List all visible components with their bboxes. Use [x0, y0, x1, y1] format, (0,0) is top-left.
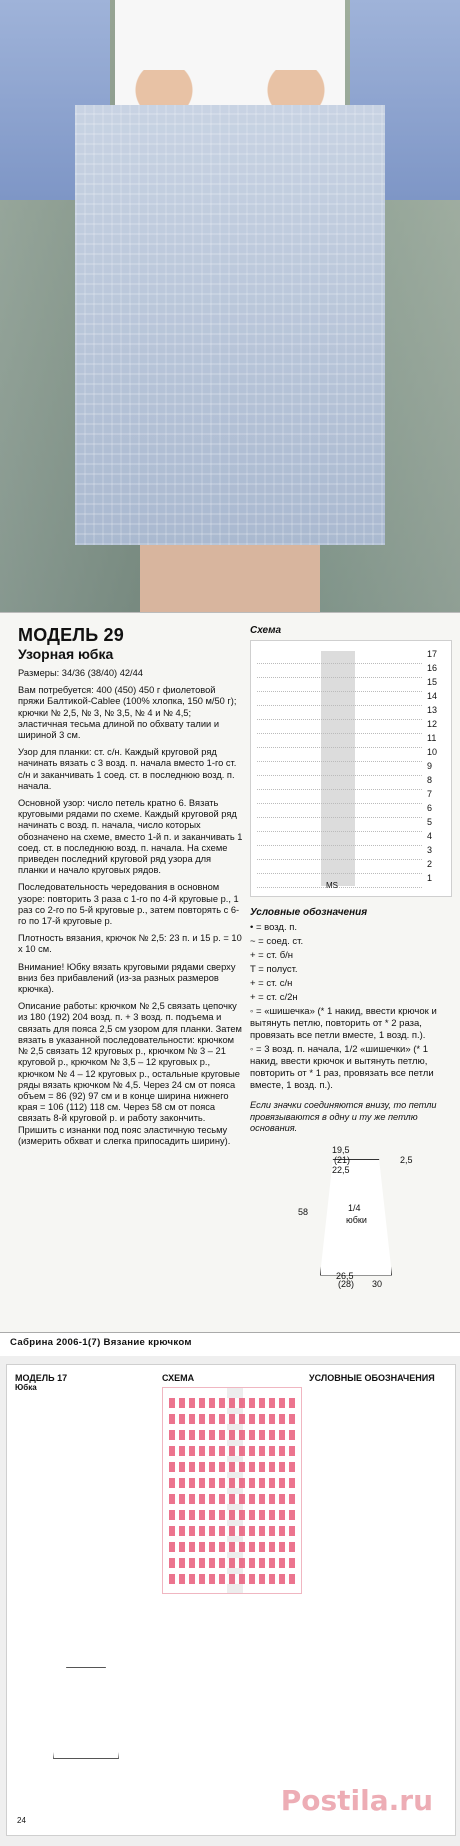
quarter-label-2: юбки — [346, 1214, 367, 1225]
schema-row — [257, 791, 422, 804]
schema-row — [257, 805, 422, 818]
row-number: 5 — [427, 817, 433, 827]
schema-row — [257, 819, 422, 832]
pink-row — [169, 1478, 295, 1488]
instruction-line-8: Описание работы: крючком № 2,5 связать цепочку из 180 (192) 204 возд. п. + 3 возд. п. подъема и связать для пояса 2,5 см узором для планки. Затем вязать в указанной последовательности: крючком № 2,5 связать 12 круговых р., крючком № 3 – 21 круговой р., крючком № 3,5 – 12 круговых р., крючком № 4 – 12 круговых р., остальные круговые ряды вязать крючком № 4,5. Через 24 см от пояса объем = 86 (92) 97 см и в конце ширина нижнего края = 106 (112) 118 см. Через 58 см от пояса связать 8-й круговой р. и работу закончить. Пришить с изнанки под пояс эластичную тесьму (измерить обхват и слегка припосадить ширину). — [18, 1001, 242, 1146]
legend-item: ◦ = «шишечка» (* 1 накид, ввести крючок и вытянуть петлю, повторить от * 2 раза, провязать все петли вместе, 1 возд. п.). — [250, 1006, 437, 1041]
schema-row — [257, 763, 422, 776]
pink-row — [169, 1510, 295, 1520]
second-skirt-sketch — [25, 1647, 145, 1787]
second-page-scan — [6, 1364, 456, 1836]
schema-row — [257, 833, 422, 846]
pink-row — [169, 1462, 295, 1472]
pink-row — [169, 1574, 295, 1584]
schema-column — [250, 625, 450, 1289]
measure-length: 58 — [298, 1206, 309, 1217]
row-number: 10 — [427, 747, 438, 757]
measure-bottom2: (28) — [338, 1278, 355, 1289]
instruction-line-6: Плотность вязания, крючок № 2,5: 23 п. и 15 р. = 10 х 10 см. — [18, 933, 242, 955]
crochet-schema — [250, 640, 452, 897]
instruction-line-4: Основной узор: число петель кратно 6. Вязать круговыми рядами по схеме. Каждый круговой ряд начинать с возд. п. начала, число которых обозначено на схеме, вместо 1-й п. и заканчивать 1 соед. ст. в последнюю возд. п. начала. На схеме приведен последний круговой ряд узора для планки и начало круговых рядов. — [18, 798, 243, 876]
crochet-skirt — [75, 105, 385, 545]
legend-item: + = ст. б/н — [250, 950, 294, 961]
watermark: Postila.ru — [280, 1784, 433, 1817]
second-schema-chart — [162, 1387, 302, 1594]
second-page-col-1 — [15, 1373, 155, 1827]
ms-label: MS — [326, 881, 338, 890]
pink-row — [169, 1430, 295, 1440]
second-model-subtitle: Юбка — [15, 1383, 37, 1392]
pink-row — [169, 1398, 295, 1408]
second-skirt-shape — [53, 1667, 119, 1759]
model-title: МОДЕЛЬ 29 — [18, 625, 124, 645]
row-number: 14 — [427, 691, 438, 701]
instruction-line-2: Вам потребуется: 400 (450) 450 г фиолетовой пряжи Балтикой-Cablee (100% хлопка, 150 м/50 г); крючки № 2,5, № 3, № 3,5, № 4 и № 4,5; эластичная тесьма длиной по обхвату талии и шириной 3 см. — [18, 685, 237, 741]
measure-top2: (21) — [334, 1154, 351, 1165]
pink-row — [169, 1558, 295, 1568]
second-legend-title: УСЛОВНЫЕ ОБОЗНАЧЕНИЯ — [309, 1373, 435, 1383]
source-band — [0, 1332, 460, 1358]
schema-row — [257, 847, 422, 860]
row-number: 6 — [427, 803, 433, 813]
measure-waistband: 2,5 — [400, 1154, 413, 1165]
pink-row — [169, 1494, 295, 1504]
schema-title: Схема — [250, 625, 282, 636]
measure-bottom: 26,5 — [336, 1270, 354, 1281]
legend-item: • = возд. п. — [250, 922, 298, 933]
schema-row — [257, 721, 422, 734]
row-number: 17 — [427, 649, 438, 659]
pink-row — [169, 1414, 295, 1424]
page-number: 24 — [17, 1816, 26, 1825]
row-number: 11 — [427, 733, 437, 743]
schema-row — [257, 735, 422, 748]
row-number: 15 — [427, 677, 438, 687]
hands — [120, 70, 340, 110]
schema-row — [257, 861, 422, 874]
row-number: 4 — [427, 831, 433, 841]
row-number: 2 — [427, 859, 433, 869]
top-photo — [0, 0, 460, 612]
instruction-line-7: Внимание! Юбку вязать круговыми рядами сверху вниз без прибавлений (из-за разных размеров крючка). — [18, 961, 236, 995]
legend — [250, 922, 450, 1092]
second-schema-title: СХЕМА — [162, 1373, 195, 1383]
model-subtitle: Узорная юбка — [18, 646, 114, 662]
row-number: 9 — [427, 761, 433, 771]
schema-row — [257, 875, 422, 888]
measure-top: 19,5 — [332, 1144, 350, 1155]
instruction-line-3: Узор для планки: ст. с/н. Каждый круговой ряд начинать вязать с 3 возд. п. начала вместо 1-го ст. с/н и заканчивать 1 соед. ст. в последнюю возд. п. начала. — [18, 747, 237, 791]
legend-title: Условные обозначения — [250, 907, 368, 918]
row-number: 1 — [427, 873, 433, 883]
pattern-page — [0, 612, 460, 1333]
quarter-label: 1/4 — [348, 1202, 361, 1213]
schema-note: Если значки соединяются внизу, то петли провязываются в одну и ту же петлю основания. — [250, 1100, 437, 1133]
row-number: 12 — [427, 719, 438, 729]
second-page-col-3 — [309, 1373, 447, 1827]
legend-item: ◦ = 3 возд. п. начала, 1/2 «шишечки» (* 1 накид, ввести крючок и вытянуть петлю, повторить от * 1 раз, провязать все петли вместе, 1 возд. п.). — [250, 1044, 434, 1091]
schema-row — [257, 651, 422, 664]
pink-row — [169, 1526, 295, 1536]
row-number: 13 — [427, 705, 438, 715]
instruction-line-5: Последовательность чередования в основном узоре: повторить 3 раза с 1-го по 4-й круговые р., 1 раз со 2-го по 5-й круговые р., затем повторять с 6-го по 17-й круговые р. — [18, 882, 240, 927]
legend-item: + = ст. с/н — [250, 978, 293, 989]
legs — [140, 545, 320, 612]
row-number: 3 — [427, 845, 433, 855]
schema-row — [257, 679, 422, 692]
skirt-drawing — [250, 1144, 450, 1289]
legend-item: ~ = соед. ст. — [250, 936, 304, 947]
second-page-col-2 — [162, 1373, 302, 1827]
instructions-column — [18, 625, 243, 1153]
row-number: 16 — [427, 663, 438, 673]
legend-item: + = ст. с/2н — [250, 992, 298, 1003]
schema-row — [257, 777, 422, 790]
source-text: Сабрина 2006-1(7) Вязание крючком — [10, 1337, 192, 1348]
row-number: 7 — [427, 789, 433, 799]
measure-top3: 22,5 — [332, 1164, 350, 1175]
schema-row — [257, 749, 422, 762]
second-model-title: МОДЕЛЬ 17 — [15, 1373, 68, 1383]
schema-row — [257, 707, 422, 720]
measure-bottom3: 30 — [372, 1278, 383, 1289]
second-page — [0, 1356, 460, 1846]
schema-row — [257, 693, 422, 706]
schema-row — [257, 665, 422, 678]
pink-row — [169, 1446, 295, 1456]
legend-item: T = полуст. — [250, 964, 298, 975]
pink-row — [169, 1542, 295, 1552]
row-number: 8 — [427, 775, 433, 785]
instruction-line-1: Размеры: 34/36 (38/40) 42/44 — [18, 668, 143, 678]
